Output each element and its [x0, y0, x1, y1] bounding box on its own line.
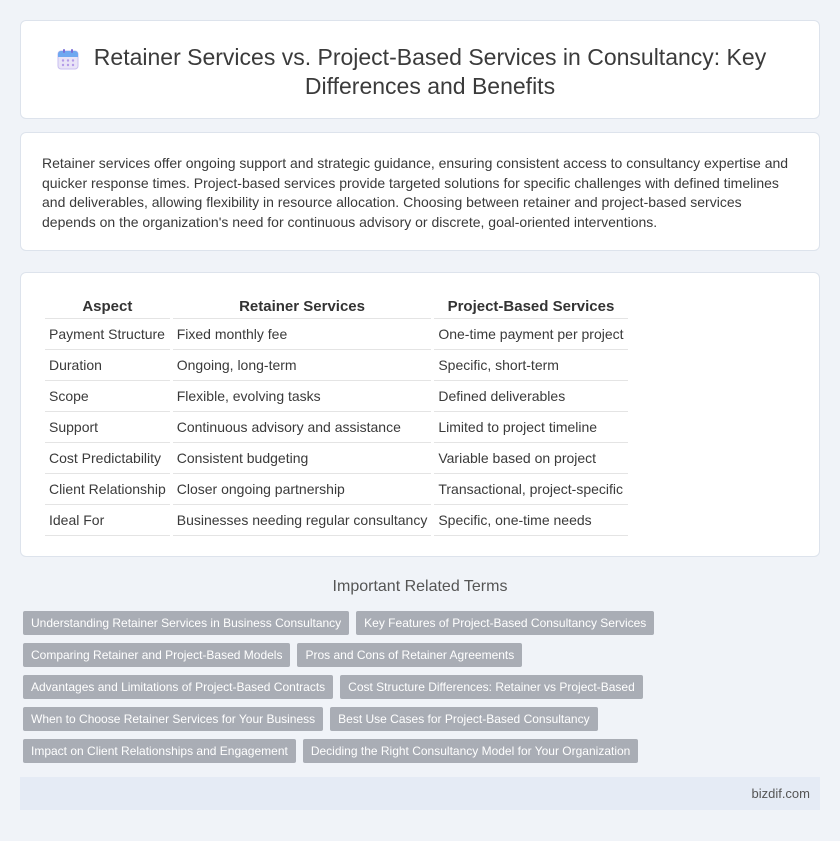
- cell-retainer: Closer ongoing partnership: [173, 474, 432, 505]
- cell-aspect: Cost Predictability: [45, 443, 170, 474]
- related-term-link[interactable]: Cost Structure Differences: Retainer vs Project-Based: [340, 675, 643, 699]
- cell-project: Variable based on project: [434, 443, 627, 474]
- cell-project: One-time payment per project: [434, 319, 627, 350]
- cell-retainer: Businesses needing regular consultancy: [173, 505, 432, 536]
- cell-aspect: Ideal For: [45, 505, 170, 536]
- header-retainer: Retainer Services: [173, 296, 432, 319]
- cell-aspect: Client Relationship: [45, 474, 170, 505]
- related-terms-title: Important Related Terms: [332, 578, 508, 595]
- site-name[interactable]: bizdif.com: [751, 786, 810, 801]
- intro-card: [20, 132, 820, 251]
- related-term-link[interactable]: Pros and Cons of Retainer Agreements: [297, 643, 522, 667]
- table-row: [45, 412, 628, 443]
- related-terms-list: [23, 611, 823, 771]
- related-term-link[interactable]: Best Use Cases for Project-Based Consultancy: [330, 707, 597, 731]
- cell-project: Specific, one-time needs: [434, 505, 627, 536]
- footer: [20, 777, 820, 810]
- cell-retainer: Continuous advisory and assistance: [173, 412, 432, 443]
- comparison-card: [20, 272, 820, 557]
- cell-retainer: Flexible, evolving tasks: [173, 381, 432, 412]
- tag-row: [23, 611, 823, 635]
- cell-project: Defined deliverables: [434, 381, 627, 412]
- tag-row: [23, 739, 823, 763]
- intro-paragraph: Retainer services offer ongoing support and strategic guidance, ensuring consistent access to consultancy expertise and quicker response times. Project-based services provide targeted solutions for specific challenges with defined timelines and deliverables, allowing flexibility in resource allocation. Choosing between retainer and project-based services depends on the organization's need for continuous advisory or discrete, goal-oriented interventions.: [42, 155, 789, 230]
- related-term-link[interactable]: Deciding the Right Consultancy Model for Your Organization: [303, 739, 639, 763]
- header-aspect: Aspect: [45, 296, 170, 319]
- related-term-link[interactable]: When to Choose Retainer Services for Your Business: [23, 707, 323, 731]
- related-term-link[interactable]: Understanding Retainer Services in Business Consultancy: [23, 611, 349, 635]
- table-row: [45, 443, 628, 474]
- page-title: Retainer Services vs. Project-Based Services in Consultancy: Key Differences and Benefits: [93, 44, 767, 99]
- cell-retainer: Fixed monthly fee: [173, 319, 432, 350]
- tag-row: [23, 675, 823, 699]
- cell-retainer: Consistent budgeting: [173, 443, 432, 474]
- cell-aspect: Support: [45, 412, 170, 443]
- table-row: [45, 474, 628, 505]
- related-term-link[interactable]: Impact on Client Relationships and Engagement: [23, 739, 296, 763]
- table-row: [45, 505, 628, 536]
- table-row: [45, 319, 628, 350]
- cell-aspect: Payment Structure: [45, 319, 170, 350]
- cell-project: Limited to project timeline: [434, 412, 627, 443]
- related-term-link[interactable]: Advantages and Limitations of Project-Based Contracts: [23, 675, 333, 699]
- cell-project: Transactional, project-specific: [434, 474, 627, 505]
- header-project: Project-Based Services: [434, 296, 627, 319]
- tag-row: [23, 643, 823, 667]
- tag-row: [23, 707, 823, 731]
- cell-aspect: Duration: [45, 350, 170, 381]
- table-row: [45, 381, 628, 412]
- related-term-link[interactable]: Comparing Retainer and Project-Based Models: [23, 643, 290, 667]
- table-row: [45, 350, 628, 381]
- cell-aspect: Scope: [45, 381, 170, 412]
- comparison-table: [42, 296, 631, 536]
- related-term-link[interactable]: Key Features of Project-Based Consultancy Services: [356, 611, 654, 635]
- cell-retainer: Ongoing, long-term: [173, 350, 432, 381]
- table-header-row: [45, 296, 628, 319]
- cell-project: Specific, short-term: [434, 350, 627, 381]
- header-card: [20, 20, 820, 119]
